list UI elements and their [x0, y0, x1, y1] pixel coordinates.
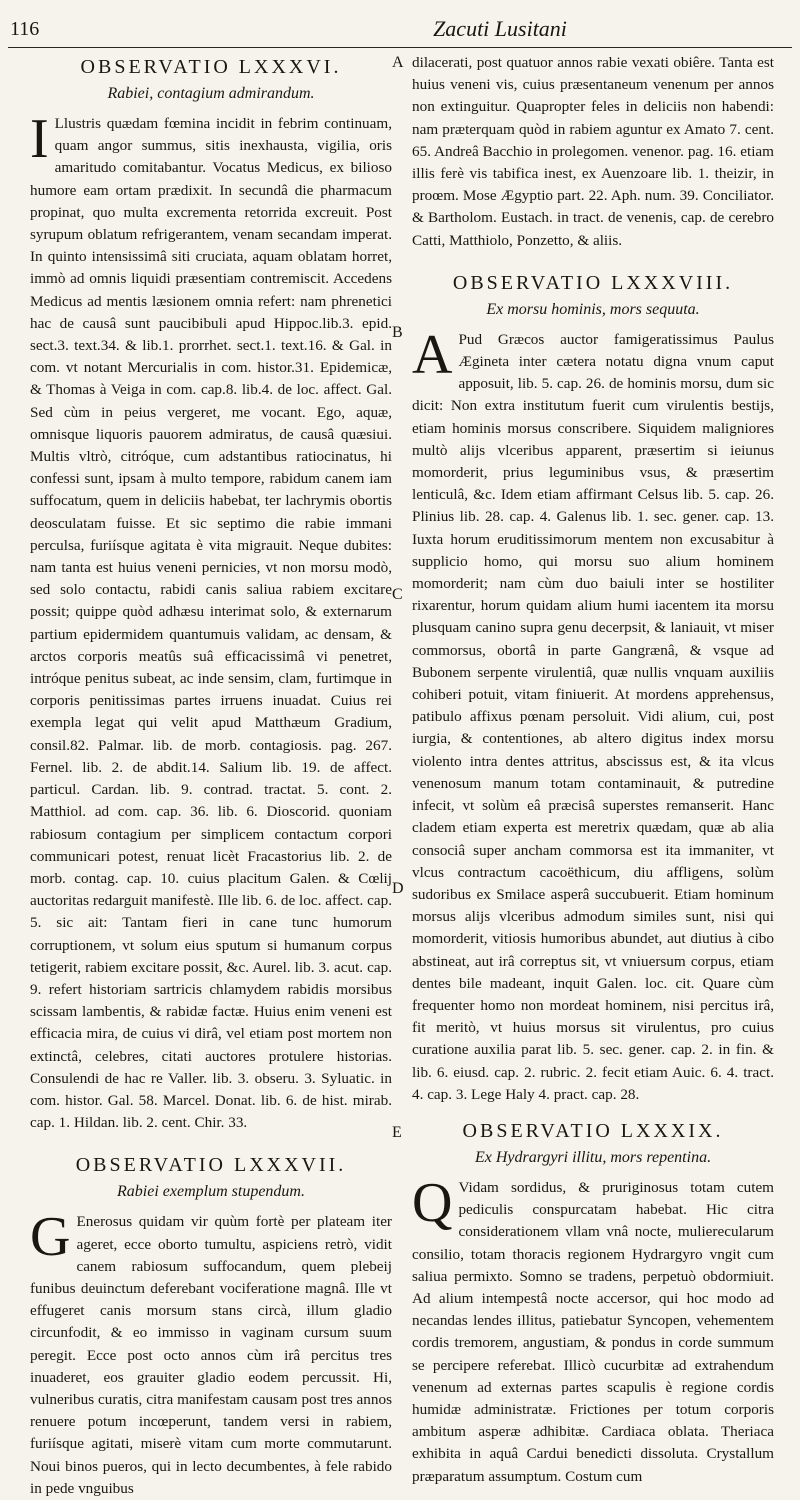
- obs86-subtitle: Rabiei, contagium admirandum.: [107, 85, 315, 102]
- obs87-title: OBSERVATIO LXXXVII.: [75, 1154, 347, 1177]
- margin-letter-a: A: [392, 54, 404, 71]
- obs89-body: [412, 1171, 774, 1488]
- obs87-dropcap: G: [30, 1206, 71, 1269]
- header-rule: [8, 47, 792, 48]
- obs88-title: OBSERVATIO LXXXVIII.: [452, 271, 734, 294]
- margin-letter-d: D: [392, 880, 404, 897]
- running-head: Zacuti Lusitani: [433, 16, 567, 41]
- obs89-dropcap: Q: [412, 1171, 453, 1234]
- obs88-dropcap: A: [412, 323, 453, 386]
- obs88-subtitle: Ex morsu hominis, mors sequuta.: [486, 300, 700, 318]
- obs89-title: OBSERVATIO LXXXIX.: [462, 1119, 724, 1142]
- obs86-body: [30, 108, 392, 1134]
- margin-letter-c: C: [392, 586, 403, 603]
- margin-letter-b: B: [392, 324, 403, 341]
- obs88-text: Pud Græcos auctor famigeratissimus Paulus Ægineta inter cætera notatu digna vnum caput apposuit, lib. 5. cap. 26. de hominis morsu, dum sic dicit: Non extra institutum fuerit cum virulentis bestijs, etiam hominis morsus conscribere. Siquidem maligniores multò alijs vlceribus apparent, præsertim si ieiunus momorderit, prius leguminibus vsus, & præsertim lenticulâ, &c. Idem etiam affirmant Celsus lib. 5. cap. 26. Plinius lib. 28. cap. 4. Galenus lib. 1. sec. gener. cap. 13. Iuxta horum eruditissimorum mentem non excusabitur à supplicio homo, qui morsu suo alium hominem momorderit; nam cùm duo baiuli inter se hostiliter rixarentur, horum quidam alium humi iacentem ita morsu plusquam canino supra genu decerpsit, & laniauit, vt miser commorsus, obortâ in parte Gangrænâ, & vsque ad Bubonem serpente virulentiâ, quæ nullis vnquam auxiliis cohiberi potuit, vitam finiuerit. At mordens apprehensus, patibulo affixus pœnam persoluit. Vidi alium, cui, post iurgia, & contentiones, ab altero digitus index morsu violento intra dentes attritus, abscissus est, & ita vlcus venenosum manum totam contaminauit, & putredine infecit, vt solùm eâ præcisâ superstes remanserit. Hanc cladem etiam experta est meretrix quædam, quæ ab alia consociâ super ancham commorsa est ita immaniter, vt vlcus contractum cacoëthicum, diu affligens, solùm sudoribus ex Smilace asperâ succubuerit. Etiam hominum morsus alijs vlceribus admodum similes sunt, nisi qui momorderit, vitiosis humoribus abundet, aut diutius à cibo abstineat, aut irâ correptus sit, vt vniuersum corpus, etiam dentes bile madeant, inquit Galen. loc. cit. Quare cùm frequenter homo non mordeat hominem, nisi percitus irâ, fit meritò, vt huius morsus sit virulentus, pro cuius curatione auxilia parat lib. 5. sec. gener. cap. 2. in fin. & lib. 6. eiusd. cap. 2. rubric. 2. fecit etiam Auic. 6. 4. tract. 4. cap. 3. Lege Haly 4. pract. cap. 28.: [412, 330, 774, 1103]
- obs88-body: [412, 323, 774, 1106]
- margin-letter-e: E: [392, 1124, 402, 1141]
- obs87-subtitle: Rabiei exemplum stupendum.: [117, 1183, 305, 1201]
- obs86-text: Llustris quædam fœmina incidit in febrim continuam, quam angor summus, sitis inexhausta, vigilia, oris amaritudo comitabantur. Vocatus Medicus, ex bilioso humore eam ortam prædixit. In secundâ die pharmacum propinat, quo multa excrementa retorrida excreuit. Post syrupum oblatum refrigerantem, venam secandam imperat. In quinto intensissimâ siti cruciata, aquam oblatam horret, immò ad omnis liquidi præsentiam contremiscit. Accedens Medicus ad mentis læsionem omnia refert: nam phrenetici hac de causâ sunt paucibibuli apud Hippoc.lib.3. epid. sect.3. text.34. & lib.1. prorrhet. sect.1. text.16. & Gal. in com. vt notant Mercurialis in com. histor.31. Epidemicæ, & Thomas à Veiga in com. cap.8. lib.4. de loc. affect. Gal. Sed cùm in peius vergeret, me vocant. Ego, aquæ, omnisque liquoris pauorem admiratus, de causâ quæsiui. Multis vltrò, citróque, cum adstantibus ratiocinatus, hi confessi sunt, ipsam à multo tempore, rabidum canem iam suffocatum, quem in deliciis habebat, ter lachrymis obortis deosculatam fuisse. Et sic septimo die rabie immani perculsa, furiísque agitata è vita migrauit. Neque dubites: nam tanta est huius veneni pernicies, vt non morsu modò, sed solo contactu, rabidi canis saliua rabiem excitare possit; quippe quòd adhæsu interimat solo, & externarum partium epidermidem quantumuis validam, ac densam, & arctos corporis meatûs suâ efficacissimâ vi penetret, intróque penitus subeat, ac inde sensim, clam, furtimque in corporis penitissimas partes irruens inuadat. Cuius rei exempla legat qui velit apud Matthæum Gradium, consil.82. Palmar. lib. de morb. contagiosis. pag. 267. Fernel. lib. 2. de abdit.14. Salium lib. 19. de affect. particul. Cardan. lib. 9. contrad. tractat. 5. cont. 2. Matthiol. ad com. cap. 36. lib. 6. Dioscorid. quoniam rabiosum contagium per simplicem contactum corpori communicari potest, renuat licèt Fracastorius lib. 2. de morb. contag. cap. 10. cuius placitum Galen. & Cœlij auctoritas redarguit manifestè. Ille lib. 6. de loc. affect. cap. 5. sic ait: Tantam fieri in cane tunc humorum corruptionem, vt solum eius sputum si humanum corpus tetigerit, rabiem excitare possit, &c. Aurel. lib. 3. acut. cap. 9. refert historiam sartricis chlamydem rabidis morsibus scissam lambentis, & rabidæ factæ. Huius enim veneni est efficacia mira, de cuius vi dirâ, vel etiam post mortem non extinctâ, celebres, citati auctores protulere historias. Consulendi de hac re Valler. lib. 3. obseru. 3. Syluatic. in com. histor. Gal. 58. Marcel. Donat. lib. 6. de hist. mirab. cap. 1. Hildan. lib. 2. cent. Chir. 33.: [30, 115, 392, 1132]
- obs86-dropcap: I: [30, 108, 49, 170]
- obs87-body: [30, 1206, 392, 1500]
- obs87-continued: dilacerati, post quatuor annos rabie vexati obiêre. Tanta est huius veneni vis, cuius præsentaneum venenum per annos non extinguitur. Quapropter feles in deliciis non habendi: nam præterquam quòd in rabiem aguntur ex Amato 7. cent. 65. Andreâ Bacchio in prolegomen. venenor. pag. 16. etiam illis ferè vis tabifica inest, ex Auenzoare lib. 1. theizir, in proœm. Mose Ægyptio part. 22. Aph. num. 39. Conciliator. & Bartholom. Eustach. in tract. de venenis, cap. de cerebro Catti, Matthiolo, Ponzetto, & aliis.: [412, 54, 774, 249]
- page-number: 116: [10, 18, 40, 40]
- obs89-subtitle: Ex Hydrargyri illitu, mors repentina.: [474, 1148, 712, 1166]
- obs89-text: Vidam sordidus, & pruriginosus totam cutem pediculis conspurcatam habebat. Hic citra considerationem vllam vnâ nocte, mulierecularum consilio, totam thoracis regionem Hydrargyro vngit cum saliua permixto. Somno se tradens, perpetuò obdormiuit. Ad alium intempestâ nocte accersor, qui hoc modo ad necandas lendes illitus, patiebatur Syncopen, vehementem cordis tremorem, angustiam, & pondus in corde summum se percipere referebat. Illicò cucurbitæ ad extrahendum venenum ad externas partes scapulis è regione cordis humidæ administratæ. Frictiones per totum corporis ambitum asperæ adhibitæ. Cardiaca oblata. Theriaca exhibita in aquâ Cardui benedicti dissoluta. Crystallum præparatum assumptum. Costum cum: [412, 1178, 774, 1485]
- obs87-text: Enerosus quidam vir quùm fortè per plateam iter ageret, ecce oborto tumultu, aspiciens retrò, vidit canem rabiosum suffocandum, quem plebeij funibus deuinctum deferebant vociferatione magnâ. Ille vt effugeret canis morsum stans circà, illum gladio circunfodit, & eo immisso in vaginam cursum suum peregit. Ecce post octo annos cùm irâ percitus tres inuaderet, eos grauiter gladio eodem percussit. Hi, vulneribus curatis, citra manifestam causam post tres annos renuere potum incœperunt, tandem versi in rabiem, furiísque agitati, miserè vitam cum morte commutarunt. Noui binos pueros, qui in lecto decumbentes, à fele rabido in pede vnguibus: [30, 1213, 392, 1497]
- obs86-title: OBSERVATIO LXXXVI.: [80, 56, 342, 78]
- right-column: [412, 52, 774, 1488]
- left-column: [30, 52, 392, 1500]
